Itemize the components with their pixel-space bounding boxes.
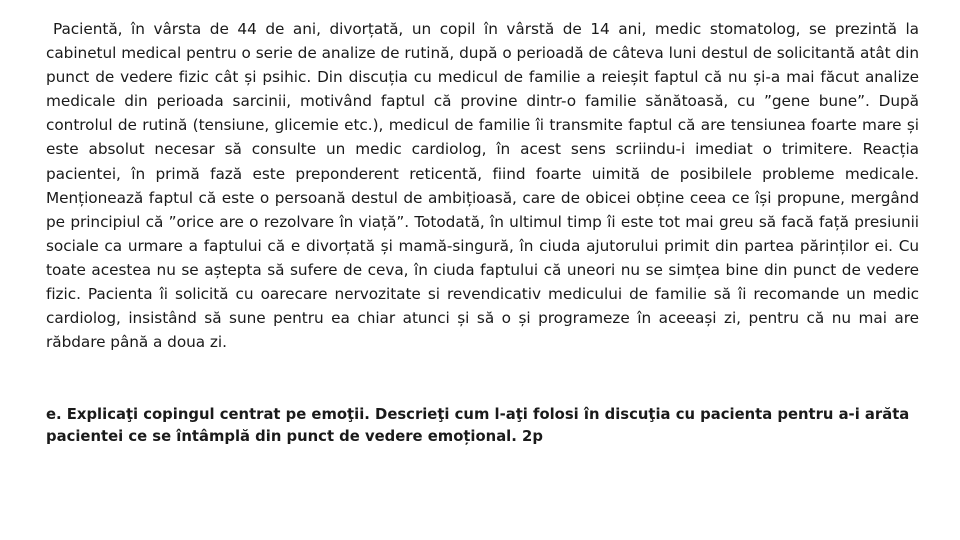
case-study-paragraph: Pacientă, în vârsta de 44 de ani, divorțată, un copil în vârstă de 14 ani, medic stomatolog, se prezintă la cabinetul medical pentru o serie de analize de rutină, după o perioadă de câteva luni destul de solicitantă atât din punct de vedere fizic cât și psihic. Din discuția cu medicul de familie a reieșit faptul că nu și-a mai făcut analize medicale din perioada sarcinii, motivând faptul că provine dintr-o familie sănătoasă, cu ”gene bune”. După controlul de rutină (tensiune, glicemie etc.), medicul de familie îi transmite faptul că are tensiunea foarte mare și este absolut necesar să consulte un medic cardiolog, în acest sens scriindu-i imediat o trimitere. Reacția pacientei, în primă fază este preponderent reticentă, fiind foarte uimită de posibilele probleme medicale. Menționează faptul că este o persoană destul de ambițioasă, care de obicei obține ceea ce își propune, mergând pe principiul că ”orice are o rezolvare în viață”. Totodată, în ultimul timp îi este tot mai greu să facă față presiunii sociale ca urmare a faptului că e divorțată și mamă-singură, în ciuda ajutorului primit din partea părinților ei. Cu toate acestea nu se aștepta să sufere de ceva, în ciuda faptului că uneori nu se simțea bine din punct de vedere fizic. Pacienta îi solicită cu oarecare nervozitate si revendicativ medicului de familie să îi recomande un medic cardiolog, insistând să sune pentru ea chiar atunci și să o și programeze în aceeași zi, pentru că nu mai are răbdare până a doua zi. <box>46 20 919 352</box>
task-question: e. Explicaţi copingul centrat pe emoţii. Descrieţi cum l-aţi folosi în discuţia cu pacienta pentru a-i arăta pacientei ce se întâmplă din punct de vedere emoțional. 2p <box>46 406 910 445</box>
